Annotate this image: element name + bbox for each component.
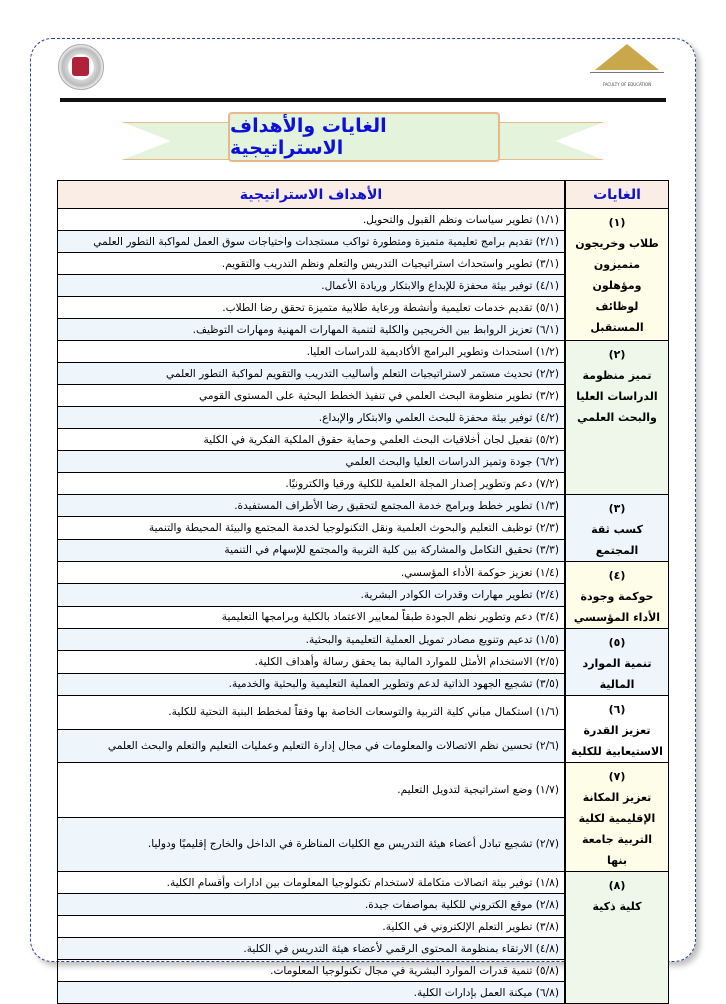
goal-name: كسب ثقة المجتمع [591,523,643,557]
table-row [58,629,669,651]
objective-cell: (٦/١) تعزيز الروابط بين الخريجين والكلية لتنمية المهارات المهنية ومهارات التوظيف. [58,319,566,341]
objective-cell: (٤/١) توفير بيئة محفزة للإبداع والابتكار وريادة الأعمال. [58,275,566,297]
table-row [58,209,669,231]
objective-cell: (٤/٢) توفير بيئة محفزة للبحث العلمي والابتكار والإبداع. [58,407,566,429]
goal-cell [565,495,669,562]
objective-cell: (٤/٨) الارتقاء بمنظومة المحتوى الرقمي لأعضاء هيئة التدريس في الكلية. [58,938,566,960]
table-header [58,181,669,209]
goal-cell [565,562,669,629]
goal-name: تعزيز المكانة الإقليمية لكلية التربية جامعة بنها [578,791,656,867]
objective-cell: (١/٢) استحداث وتطوير البرامج الأكاديمية للدراسات العليا. [58,341,566,363]
page-title: الغايات والأهداف الاستراتيجية [228,112,500,162]
header-rule [60,98,666,102]
goal-number: (٤) [608,569,626,582]
goal-cell [565,872,669,1004]
objective-cell: (٦/٢) جودة وتميز الدراسات العليا والبحث العلمي [58,451,566,473]
objective-cell: (٣/٨) تطوير التعلم الإلكتروني في الكلية. [58,916,566,938]
objective-cell: (٣/٣) تحقيق التكامل والمشاركة بين كلية التربية والمجتمع للإسهام في التنمية [58,539,566,561]
goal-number: (٣) [608,502,626,515]
table-row [58,763,669,818]
goal-cell [565,696,669,763]
objective-cell: (١/٤) تعزيز حوكمة الأداء المؤسسي. [58,562,566,584]
objective-cell: (٢/١) تقديم برامج تعليمية متميزة ومتطورة تواكب مستجدات واحتياجات سوق العمل لمواكبة التطور العلمي [58,231,566,253]
objective-cell: (٣/١) تطوير واستحداث استراتيجيات التدريس والتعلم ونظم التدريب والتقويم. [58,253,566,275]
objective-cell: (٧/٢) دعم وتطوير إصدار المجلة العلمية للكلية ورقيا والكترونيًا. [58,473,566,495]
goal-name: تعزيز القدرة الاستيعابية للكلية [571,724,663,758]
goal-number: (٨) [608,879,626,892]
objective-cell: (٢/٦) تحسين نظم الاتصالات والمعلومات في مجال إدارة التعليم وعمليات التعليم والتعلم والبحث العلمي [58,729,566,763]
objective-cell: (٣/٢) تطوير منظومة البحث العلمي في تنفيذ الخطط البحثية على المستوى القومي [58,385,566,407]
goal-cell [565,763,669,872]
goal-name: كلية ذكية [592,900,642,913]
objective-cell: (٣/٤) دعم وتطوير نظم الجودة طبقاً لمعايير الاعتماد بالكلية وبرامجها التعليمية [58,606,566,628]
objective-cell: (٥/٢) تفعيل لجان أخلاقيات البحث العلمي وحماية حقوق الملكية الفكرية في الكلية [58,429,566,451]
objective-cell: (١/٣) تطوير خطط وبرامج خدمة المجتمع لتحقيق رضا الأطراف المستفيدة. [58,495,566,517]
objective-cell: (١/٥) تدعيم وتنويع مصادر تمويل العملية التعليمية والبحثية. [58,629,566,651]
goal-number: (٦) [608,703,626,716]
objective-cell: (٣/٥) تشجيع الجهود الذاتية لدعم وتطوير العملية التعليمية والبحثية والخدمية. [58,673,566,695]
goal-number: (٥) [608,636,626,649]
objective-cell: (٢/٥) الاستخدام الأمثل للموارد المالية بما يحقق رسالة وأهداف الكلية. [58,651,566,673]
objective-cell: (٦/٨) ميكنة العمل بإدارات الكلية. [58,982,566,1004]
goal-name: حوكمة وجودة الأداء المؤسسي [573,590,661,624]
objective-cell: (١/٨) توفير بيئة اتصالات متكاملة لاستخدام تكنولوجيا المعلومات بين ادارات وأقسام الكلية. [58,872,566,894]
objective-cell: (٢/٣) توظيف التعليم والبحوث العلمية ونقل التكنولوجيا لخدمة المجتمع والبيئة المحيطة والتنمية [58,517,566,539]
objective-cell: (١/٦) استكمال مباني كلية التربية والتوسعات الخاصة بها وفقاً لمخطط البنية التحتية للكلية. [58,696,566,730]
goal-cell [565,341,669,495]
table-row [58,562,669,584]
goal-name: طلاب وخريجون متميزون ومؤهلون لوظائف المستقبل [575,237,659,334]
goal-number: (١) [608,216,626,229]
pyramid-emblem-icon [595,44,659,70]
table-row [58,696,669,730]
faculty-logo [590,44,664,94]
faculty-logo-text: FACULTY OF EDUCATION [602,82,652,87]
goal-cell [565,629,669,696]
goal-name: تنمية الموارد المالية [582,657,652,691]
objective-cell: (٢/٧) تشجيع تبادل أعضاء هيئة التدريس مع الكليات المناظرة في الداخل والخارج إقليميًا ودوليا. [58,817,566,872]
objective-cell: (٥/١) تقديم خدمات تعليمية وأنشطة ورعاية طلابية متميزة تحقق رضا الطلاب. [58,297,566,319]
objective-cell: (١/٧) وضع استراتيجية لتدويل التعليم. [58,763,566,818]
objective-cell: (٢/٢) تحديث مستمر لاستراتيجيات التعلم وأساليب التدريب والتقويم لمواكبة التطور العلمي [58,363,566,385]
goal-name: تميز منظومة الدراسات العليا والبحث العلمي [576,369,658,424]
objective-cell: (٢/٨) موقع الكتروني للكلية بمواصفات جيدة. [58,894,566,916]
goals-column-header: الغايات [565,181,669,209]
goal-cell [565,209,669,341]
objective-cell: (٥/٨) تنمية قدرات الموارد البشرية في مجال تكنولوجيا المعلومات. [58,960,566,982]
table-row [58,872,669,894]
goal-number: (٢) [608,348,626,361]
quality-assurance-logo [58,44,104,90]
goals-table [57,180,669,1004]
thumbs-up-icon [72,57,89,76]
objective-cell: (٢/٤) تطوير مهارات وقدرات الكوادر البشرية. [58,584,566,606]
objective-cell: (١/١) تطوير سياسات ونظم القبول والتحويل. [58,209,566,231]
table-row [58,341,669,363]
table-row [58,495,669,517]
title-banner [122,112,604,168]
goal-number: (٧) [608,770,626,783]
objectives-column-header: الأهداف الاستراتيجية [58,181,566,209]
